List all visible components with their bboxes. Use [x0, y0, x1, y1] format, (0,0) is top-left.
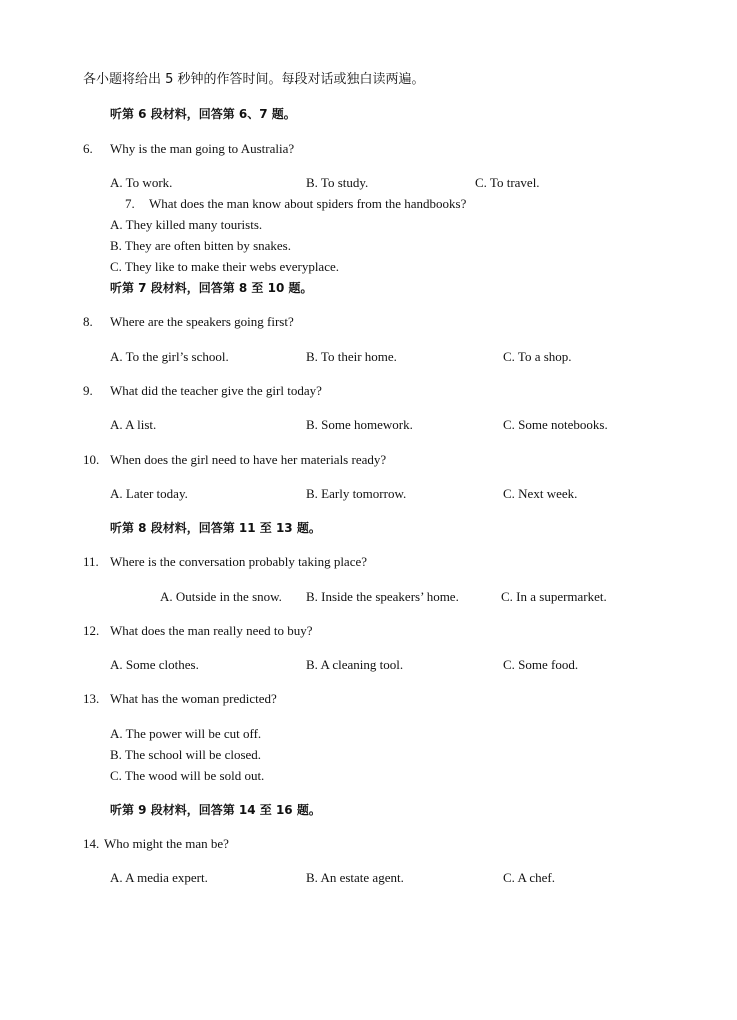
- option-c: C. A chef.: [503, 870, 555, 885]
- option-a: A. Later today.: [110, 486, 188, 501]
- option-c: C. They like to make their webs everyplace.: [110, 259, 339, 274]
- question-text: Who might the man be?: [104, 836, 229, 851]
- option-b: B. Some homework.: [306, 417, 413, 432]
- option-b: B. To their home.: [306, 349, 397, 364]
- option-a: A. To the girl’s school.: [110, 349, 229, 364]
- option-b: B. Inside the speakers’ home.: [306, 589, 459, 604]
- question-number: 10.: [83, 452, 100, 467]
- option-b: B. Early tomorrow.: [306, 486, 407, 501]
- question-text: What did the teacher give the girl today?: [110, 383, 322, 398]
- option-a: A. To work.: [110, 175, 173, 190]
- option-a: A. A media expert.: [110, 870, 208, 885]
- question-text: What does the man really need to buy?: [110, 623, 313, 638]
- section-heading-7: 听第 7 段材料，回答第 8 至 10 题。: [110, 281, 313, 295]
- question-text: Where are the speakers going first?: [110, 314, 294, 329]
- option-c: C. Next week.: [503, 486, 578, 501]
- question-number: 7.: [125, 196, 135, 211]
- option-b: B. To study.: [306, 175, 369, 190]
- option-b: B. They are often bitten by snakes.: [110, 238, 291, 253]
- option-a: A. They killed many tourists.: [110, 217, 263, 232]
- option-b: B. The school will be closed.: [110, 747, 262, 762]
- question-number: 8.: [83, 314, 93, 329]
- question-number: 13.: [83, 691, 100, 706]
- option-a: A. Outside in the snow.: [160, 589, 282, 604]
- option-c: C. Some notebooks.: [503, 417, 608, 432]
- option-a: A. Some clothes.: [110, 657, 199, 672]
- question-text: Where is the conversation probably taking place?: [110, 554, 368, 569]
- question-number: 14.: [83, 836, 100, 851]
- intro-text: 各小题将给出 5 秒钟的作答时间。每段对话或独白读两遍。: [83, 72, 425, 87]
- question-text: What has the woman predicted?: [110, 691, 277, 706]
- section-heading-9: 听第 9 段材料，回答第 14 至 16 题。: [110, 803, 321, 817]
- question-text: Why is the man going to Australia?: [110, 141, 295, 156]
- question-text: What does the man know about spiders from the handbooks?: [149, 196, 467, 211]
- option-a: A. A list.: [110, 417, 157, 432]
- option-c: C. The wood will be sold out.: [110, 768, 265, 783]
- section-heading-8: 听第 8 段材料，回答第 11 至 13 题。: [110, 521, 321, 535]
- section-heading-6: 听第 6 段材料，回答第 6、7 题。: [110, 107, 296, 121]
- option-b: B. An estate agent.: [306, 870, 404, 885]
- question-text: When does the girl need to have her materials ready?: [110, 452, 387, 467]
- option-a: A. The power will be cut off.: [110, 726, 262, 741]
- option-c: C. To a shop.: [503, 349, 572, 364]
- option-c: C. To travel.: [475, 175, 540, 190]
- question-number: 11.: [83, 554, 99, 569]
- question-number: 12.: [83, 623, 100, 638]
- option-b: B. A cleaning tool.: [306, 657, 404, 672]
- option-c: C. In a supermarket.: [501, 589, 607, 604]
- question-number: 6.: [83, 141, 93, 156]
- question-number: 9.: [83, 383, 93, 398]
- option-c: C. Some food.: [503, 657, 579, 672]
